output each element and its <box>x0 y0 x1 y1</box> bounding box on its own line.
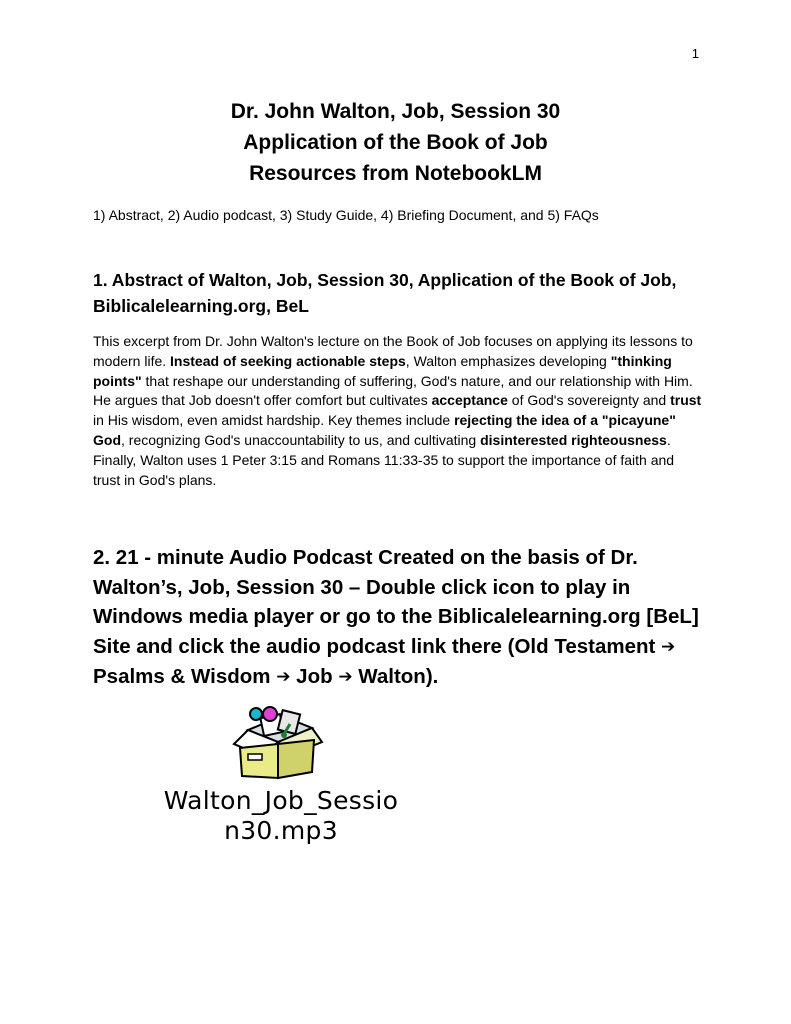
abstract-bold-text: acceptance <box>431 392 508 409</box>
section2-heading-text: Psalms & Wisdom <box>93 665 277 688</box>
media-file-label-line-1: Walton_Job_Sessio <box>163 786 399 815</box>
page-number: 1 <box>691 46 699 61</box>
contents-list: 1) Abstract, 2) Audio podcast, 3) Study Guide, 4) Briefing Document, and 5) FAQs <box>93 207 599 223</box>
media-file-label[interactable] <box>96 786 466 846</box>
document-title <box>0 96 791 189</box>
title-line-2: Application of the Book of Job <box>243 131 548 154</box>
abstract-bold-text: trust <box>670 392 702 409</box>
arrow-right-icon: ➔ <box>661 636 676 657</box>
section1-heading: 1. Abstract of Walton, Job, Session 30, Application of the Book of Job, Biblicalelearning.org, BeL <box>93 270 677 316</box>
abstract-bold-text: disinterested righteousness <box>480 431 667 448</box>
arrow-right-icon: ➔ <box>276 667 291 687</box>
abstract-text: , Walton emphasizes developing <box>405 352 611 369</box>
abstract-text: . Finally, Walton uses 1 Peter 3:15 and Romans 11:33-35 to support the importance of faith and trust in God's plans. <box>93 431 675 488</box>
abstract-text: of God's sovereignty and <box>507 392 671 409</box>
abstract-text: that reshape our understanding of suffering, God's nature, and our relationship with Him. He argues that Job doesn't offer comfort but cultivates <box>93 372 693 409</box>
package-icon[interactable] <box>226 702 326 782</box>
abstract-bold-text: rejecting the idea of a "picayune" God <box>93 412 676 448</box>
abstract-text: , recognizing God's unaccountability to us, and cultivating <box>121 431 481 448</box>
arrow-right-icon: ➔ <box>338 667 353 687</box>
section2-heading <box>93 543 713 693</box>
title-line-3: Resources from NotebookLM <box>249 162 542 185</box>
abstract-text: in His wisdom, even amidst hardship. Key themes include <box>93 412 455 429</box>
abstract-bold-text: Instead of seeking actionable steps <box>170 352 406 369</box>
abstract-text: This excerpt from Dr. John Walton's lecture on the Book of Job focuses on applying its lessons to modern life. <box>93 333 693 369</box>
media-file-label-line-2: n30.mp3 <box>224 816 338 845</box>
section2-heading-text: Job <box>290 665 339 688</box>
section2-heading-text: Walton). <box>352 665 439 688</box>
abstract-bold-text: "thinking points" <box>93 352 672 389</box>
title-line-1: Dr. John Walton, Job, Session 30 <box>230 100 561 123</box>
abstract-paragraph <box>93 332 703 490</box>
section2-heading-text: 2. 21 - minute Audio Podcast Created on the basis of Dr. Walton’s, Job, Session 30 – Double click icon to play in Windows media player or go to the Biblicalelearning.org [BeL] Site and click the audio podcast link there (Old Testament <box>93 546 699 658</box>
